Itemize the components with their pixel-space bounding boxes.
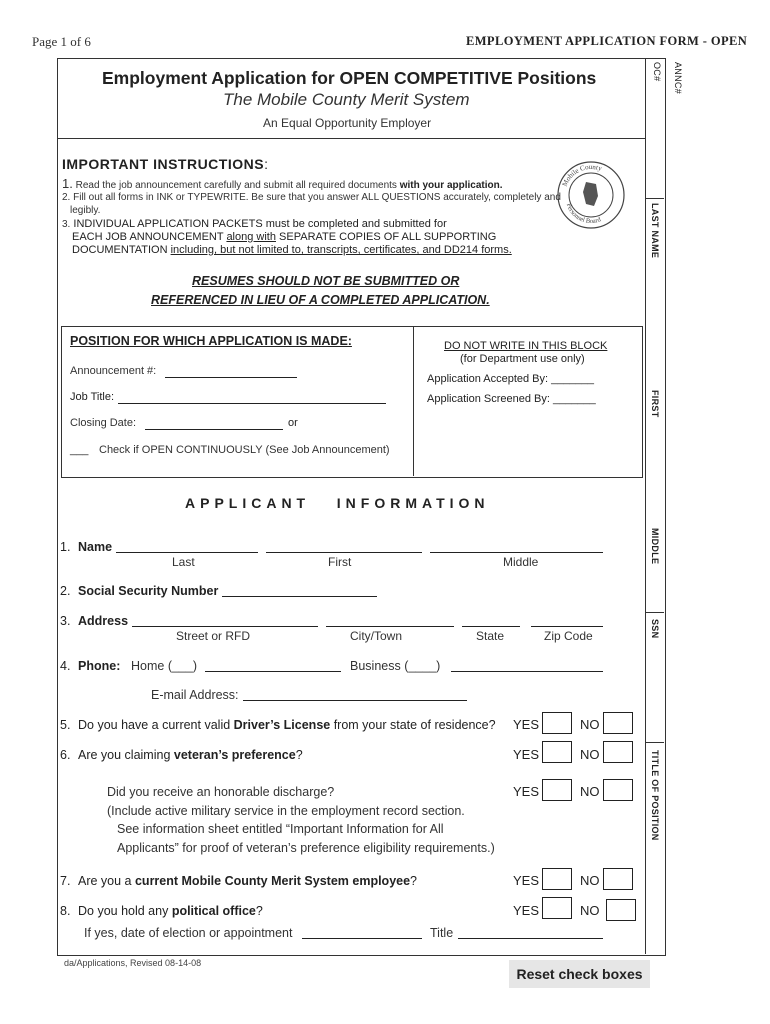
side-strip-divider [645, 58, 646, 954]
q7-no-checkbox[interactable] [603, 868, 633, 890]
q3-num: 3. [60, 614, 71, 628]
q6-include-text: (Include active military service in the employment record section. [107, 804, 465, 818]
q3-street-caption: Street or RFD [176, 629, 251, 643]
q3-state-caption: State [476, 629, 505, 643]
side-sep [645, 198, 664, 199]
q6-text-c: ? [295, 748, 303, 762]
name-first-input[interactable] [266, 538, 422, 553]
address-zip-input[interactable] [531, 612, 603, 627]
email-input[interactable] [243, 686, 467, 701]
side-label-title-of-position: TITLE OF POSITION [650, 750, 660, 841]
q6-num: 6. [60, 748, 71, 762]
phone-home-input[interactable] [205, 657, 341, 672]
q8-text-a: Do you hold any [78, 904, 172, 918]
dept-block-sub: (for Department use only) [460, 353, 585, 365]
q6-hon-yes-checkbox[interactable] [542, 779, 572, 801]
q5-yes-label: YES [513, 717, 540, 732]
sub-title: The Mobile County Merit System [223, 90, 470, 109]
q8-no-label: NO [580, 903, 600, 918]
election-date-input[interactable] [302, 924, 422, 939]
q7-yes-checkbox[interactable] [542, 868, 572, 890]
side-label-annc: ANNC# [673, 62, 683, 95]
ssn-input[interactable] [222, 582, 377, 597]
instruction-1-num: 1. [62, 176, 73, 191]
closing-date-input[interactable] [145, 415, 283, 430]
instruction-3-text: INDIVIDUAL APPLICATION PACKETS must be completed and submitted for [73, 218, 447, 230]
announcement-input[interactable] [165, 363, 297, 378]
address-city-input[interactable] [326, 612, 454, 627]
q5-num: 5. [60, 718, 71, 732]
merit-system-seal [556, 160, 626, 230]
side-sep [645, 612, 664, 613]
address-state-input[interactable] [462, 612, 520, 627]
applicant-info-heading: APPLICANT INFORMATION [185, 495, 490, 511]
instruction-3-c1: DOCUMENTATION [72, 244, 171, 256]
political-title-input[interactable] [458, 924, 603, 939]
q7-text-c: ? [410, 874, 417, 888]
reset-checkboxes-button[interactable]: Reset check boxes [509, 960, 650, 988]
q5-no-checkbox[interactable] [603, 712, 633, 734]
svg-text:Personnel Board [565, 203, 603, 226]
name-last-input[interactable] [116, 538, 258, 553]
side-label-middle: MIDDLE [650, 528, 660, 565]
instruction-3-b1: EACH JOB ANNOUNCEMENT [72, 231, 227, 243]
closing-date-label: Closing Date: [70, 417, 137, 429]
resumes-notice-line2: REFERENCED IN LIEU OF A COMPLETED APPLICATION. [151, 293, 490, 307]
instruction-3-b3: SEPARATE COPIES OF ALL SUPPORTING [275, 231, 497, 243]
q1-middle-caption: Middle [503, 555, 539, 569]
q7-text [78, 874, 417, 888]
instruction-3 [62, 218, 447, 230]
q4-label: Phone: [78, 659, 121, 673]
instruction-2-text: Fill out all forms in INK or TYPEWRITE. Be sure that you answer ALL QUESTIONS accurately, completely and [73, 192, 561, 203]
open-continuously-label: Check if OPEN CONTINUOUSLY (See Job Announcement) [99, 444, 390, 456]
address-street-input[interactable] [132, 612, 318, 627]
seal-text-bottom: Personnel Board [564, 202, 602, 226]
eoe-text: An Equal Opportunity Employer [263, 116, 432, 130]
q7-text-b: current Mobile County Merit System employee [134, 874, 411, 888]
q2-label: Social Security Number [78, 584, 219, 598]
job-title-input[interactable] [118, 389, 386, 404]
q5-yes-checkbox[interactable] [542, 712, 572, 734]
instruction-3-line3 [72, 244, 512, 256]
side-label-ssn: SSN [650, 619, 660, 639]
instruction-1-text: Read the job announcement carefully and submit all required documents [72, 180, 400, 191]
side-label-oc: OC# [652, 62, 662, 82]
q3-zip-caption: Zip Code [544, 629, 593, 643]
q8-num: 8. [60, 904, 71, 918]
dept-block-screened: Application Screened By: _______ [427, 393, 596, 405]
side-label-first: FIRST [650, 390, 660, 418]
q5-text-a: Do you have a current valid [78, 718, 234, 732]
q8-no-checkbox[interactable] [606, 899, 636, 921]
q8-text-b: political office [171, 904, 256, 918]
instruction-3-c2: including, but not limited to, transcripts, certificates, and DD214 forms. [170, 244, 512, 256]
instruction-1-bold: with your application. [399, 180, 503, 191]
q6-honorable-text: Did you receive an honorable discharge? [107, 785, 335, 799]
q4-home-label: Home (___) [131, 659, 197, 673]
open-continuously-blank[interactable]: ___ [70, 444, 89, 456]
position-block-divider [413, 326, 414, 476]
title-box-bottom [57, 138, 645, 139]
q7-text-a: Are you a [78, 874, 135, 888]
q8-yes-checkbox[interactable] [542, 897, 572, 919]
q6-no-checkbox[interactable] [603, 741, 633, 763]
page-number: Page 1 of 6 [32, 34, 91, 49]
q5-no-label: NO [580, 717, 600, 732]
email-label: E-mail Address: [151, 688, 239, 702]
phone-business-input[interactable] [451, 657, 603, 672]
seal-text-top: Mobile County [560, 162, 603, 188]
q4-business-label: Business (____) [350, 659, 441, 673]
q6-text-b: veteran’s preference [173, 748, 296, 762]
q7-num: 7. [60, 874, 71, 888]
q2-num: 2. [60, 584, 71, 598]
q6-hon-no-checkbox[interactable] [603, 779, 633, 801]
q5-text-b: Driver’s License [233, 718, 331, 732]
dept-block-accepted: Application Accepted By: _______ [427, 373, 594, 385]
q6-text [78, 748, 303, 762]
instructions-heading [62, 156, 268, 172]
form-name: EMPLOYMENT APPLICATION FORM - OPEN [466, 34, 748, 48]
q6-no-label: NO [580, 747, 600, 762]
instruction-3-b2: along with [226, 231, 276, 243]
q6-yes-label: YES [513, 747, 540, 762]
q7-no-label: NO [580, 873, 600, 888]
instruction-3-line2 [72, 231, 496, 243]
instruction-3-num: 3. [62, 219, 71, 230]
instructions-heading-colon: : [264, 156, 269, 172]
position-heading: POSITION FOR WHICH APPLICATION IS MADE: [70, 334, 352, 348]
q3-label: Address [78, 614, 129, 628]
q6-hon-no-label: NO [580, 784, 600, 799]
q5-text [78, 718, 496, 732]
q1-label: Name [78, 540, 113, 554]
q8-text [78, 904, 263, 918]
q6-see-line2: Applicants” for proof of veteran’s preference eligibility requirements.) [117, 841, 495, 855]
q8-text-c: ? [255, 904, 263, 918]
announcement-label: Announcement #: [70, 365, 157, 377]
resumes-notice-line1: RESUMES SHOULD NOT BE SUBMITTED OR [192, 274, 460, 288]
job-title-label: Job Title: [70, 391, 115, 403]
side-label-last-name: LAST NAME [650, 203, 660, 259]
q3-city-caption: City/Town [350, 629, 403, 643]
main-title: Employment Application for OPEN COMPETITIVE Positions [102, 68, 597, 88]
q1-num: 1. [60, 540, 71, 554]
instructions-heading-text: IMPORTANT INSTRUCTIONS [62, 156, 265, 172]
revised-note: da/Applications, Revised 08-14-08 [64, 958, 202, 968]
instruction-1 [62, 176, 503, 191]
side-sep [645, 742, 664, 743]
dept-block-heading: DO NOT WRITE IN THIS BLOCK [444, 340, 608, 352]
q4-num: 4. [60, 659, 71, 673]
q6-text-a: Are you claiming [78, 748, 174, 762]
q6-yes-checkbox[interactable] [542, 741, 572, 763]
q1-first-caption: First [328, 555, 352, 569]
q8-title-label: Title [430, 926, 454, 940]
name-middle-input[interactable] [430, 538, 603, 553]
instruction-2-cont: legibly. [70, 205, 101, 216]
q6-hon-yes-label: YES [513, 784, 540, 799]
closing-date-or: or [288, 417, 298, 429]
q7-yes-label: YES [513, 873, 540, 888]
q1-last-caption: Last [172, 555, 195, 569]
q5-text-c: from your state of residence? [330, 718, 496, 732]
q8-if-yes-label: If yes, date of election or appointment [84, 926, 293, 940]
q6-see-line1: See information sheet entitled “Important Information for All [117, 822, 444, 836]
q8-yes-label: YES [513, 903, 540, 918]
instruction-2-num: 2. [62, 192, 71, 203]
instruction-2 [62, 192, 561, 203]
